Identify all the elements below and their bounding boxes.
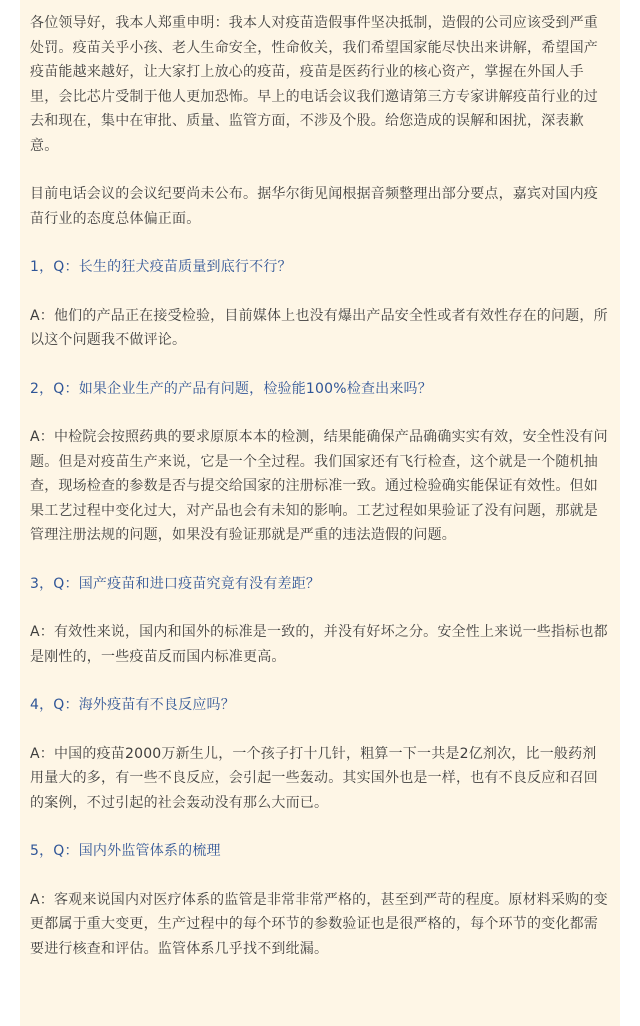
answer-4: A：中国的疫苗2000万新生儿，一个孩子打十几针，粗算一下一共是2亿剂次，比一般药剂用量大的多，有一些不良反应，会引起一些轰动。其实国外也是一样，也有不良反应和召回的案例，不过引起的社会轰动没有那么大而已。 (30, 745, 598, 811)
question-3: 3，Q：国产疫苗和进口疫苗究竟有没有差距？ (30, 575, 321, 592)
summary-paragraph: 目前电话会议的会议纪要尚未公布。据华尔街见闻根据音频整理出部分要点，嘉宾对国内疫苗行业的态度总体偏正面。 (30, 186, 598, 227)
question-5: 5，Q：国内外监管体系的梳理 (30, 843, 221, 859)
answer-3: A：有效性来说，国内和国外的标准是一致的，并没有好坏之分。安全性上来说一些指标也都是刚性的，一些疫苗反而国内标准更高。 (30, 624, 608, 665)
article-body (20, 0, 620, 1026)
answer-1: A：他们的产品正在接受检验，目前媒体上也没有爆出产品安全性或者有效性存在的问题，所以这个问题我不做评论。 (30, 307, 608, 348)
question-2: 2，Q：如果企业生产的产品有问题，检验能100%检查出来吗？ (30, 380, 432, 397)
answer-5: A：客观来说国内对医疗体系的监管是非常非常严格的，甚至到严苛的程度。原材料采购的变更都属于重大变更，生产过程中的每个环节的参数验证也是很严格的，每个环节的变化都需要进行核查和评估。监管体系几乎找不到纰漏。 (30, 891, 608, 957)
intro-paragraph: 各位领导好，我本人郑重申明：我本人对疫苗造假事件坚决抵制，造假的公司应该受到严重处罚。疫苗关乎小孩、老人生命安全，性命攸关，我们希望国家能尽快出来讲解，希望国产疫苗能越来越好，让大家打上放心的疫苗，疫苗是医药行业的核心资产，掌握在外国人手里，会比芯片受制于他人更加恐怖。早上的电话会议我们邀请第三方专家讲解疫苗行业的过去和现在，集中在审批、质量、监管方面，不涉及个股。给您造成的误解和困扰，深表歉意。 (30, 15, 598, 154)
answer-2: A：中检院会按照药典的要求原原本本的检测，结果能确保产品确确实实有效，安全性没有问题。但是对疫苗生产来说，它是一个全过程。我们国家还有飞行检查，这个就是一个随机抽查，现场检查的参数是否与提交给国家的注册标准一致。通过检验确实能保证有效性。但如果工艺过程中变化过大，对产品也会有未知的影响。工艺过程如果验证了没有问题，那就是管理注册法规的问题，如果没有验证那就是严重的违法造假的问题。 (30, 429, 608, 543)
question-4: 4，Q：海外疫苗有不良反应吗？ (30, 697, 235, 713)
question-1: 1，Q：长生的狂犬疫苗质量到底行不行？ (30, 259, 292, 275)
